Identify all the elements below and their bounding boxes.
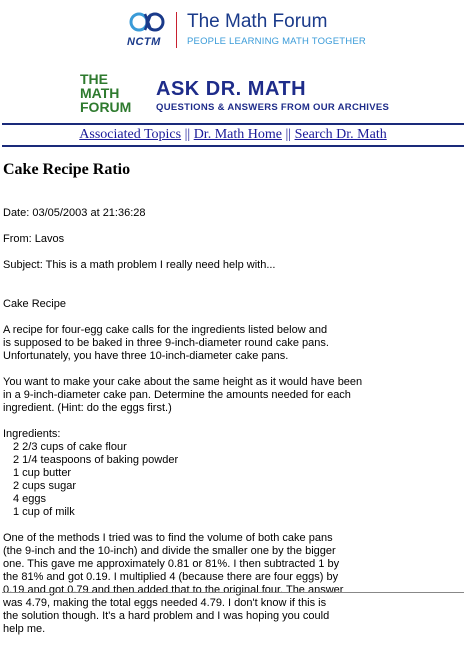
header-divider (176, 12, 177, 48)
message-meta (3, 194, 463, 285)
nav-separator: || (184, 127, 191, 142)
ingredients-label: Ingredients: (3, 428, 61, 440)
nav-bottom-rule (2, 145, 464, 147)
ask-dr-math-banner[interactable] (80, 72, 410, 116)
nav-links (0, 125, 466, 145)
question-heading: Cake Recipe (3, 298, 66, 310)
message-from: From: Lavos (3, 233, 65, 245)
ingredients-list (3, 428, 463, 519)
logo-line-math: MATH (80, 85, 120, 101)
ingredient-item: 2 1/4 teaspoons of baking powder (13, 454, 179, 466)
ingredient-item: 2 cups sugar (13, 480, 76, 492)
ask-dr-math-title: ASK DR. MATH (156, 78, 307, 100)
math-forum-tagline: PEOPLE LEARNING MATH TOGETHER (187, 36, 366, 47)
nctm-label: NCTM (127, 36, 161, 48)
ingredient-item: 2 2/3 cups of cake flour (13, 441, 127, 453)
question-paragraph-2: You want to make your cake about the same height as it would have been in a 9-inch-diameter cake pan. Determine the amounts needed for each ingredient. (Hint: do the eggs first.) (3, 376, 363, 414)
nav-link-associated-topics[interactable]: Associated Topics (79, 127, 182, 142)
logo-line-forum: FORUM (80, 99, 132, 115)
question-paragraph-3: One of the methods I tried was to find the volume of both cake pans (the 9-inch and the 10-inch) and divide the smaller one by the bigger one. This gave me approximately 0.81 or 81%. I then subtracted 1 by the 81% and got 0.19. I multiplied 4 (because there are four eggs) by 0.19 and got 0.79 and then added that to the original four. The answer was 4.79, making the total eggs needed 4.79. I don't know if this is the solution though. It's a hard problem and I was hoping you could help me. (3, 532, 344, 635)
math-forum-name: The Math Forum (187, 11, 328, 32)
ingredient-item: 1 cup of milk (13, 506, 75, 518)
ingredient-item: 1 cup butter (13, 467, 72, 479)
nav-bar (0, 123, 466, 147)
message-date: Date: 03/05/2003 at 21:36:28 (3, 207, 146, 219)
question-content (3, 194, 463, 649)
page-title: Cake Recipe Ratio (3, 161, 131, 178)
ask-dr-math-subtitle: QUESTIONS & ANSWERS FROM OUR ARCHIVES (156, 102, 390, 113)
nav-link-search-dr-math[interactable]: Search Dr. Math (294, 127, 387, 142)
nav-separator: || (285, 127, 292, 142)
nctm-header[interactable] (125, 10, 365, 52)
question-paragraph-1: A recipe for four-egg cake calls for the ingredients listed below and is supposed to be baked in three 9-inch-diameter round cake pans. Unfortunately, you have three 10-inch-diameter cake pans. (3, 324, 329, 362)
message-subject: Subject: This is a math problem I really need help with... (3, 259, 276, 271)
logo-line-the: THE (80, 71, 108, 87)
bottom-rule (2, 592, 464, 593)
math-forum-logo (80, 72, 131, 114)
ingredient-item: 4 eggs (13, 493, 47, 505)
nav-link-dr-math-home[interactable]: Dr. Math Home (193, 127, 282, 142)
